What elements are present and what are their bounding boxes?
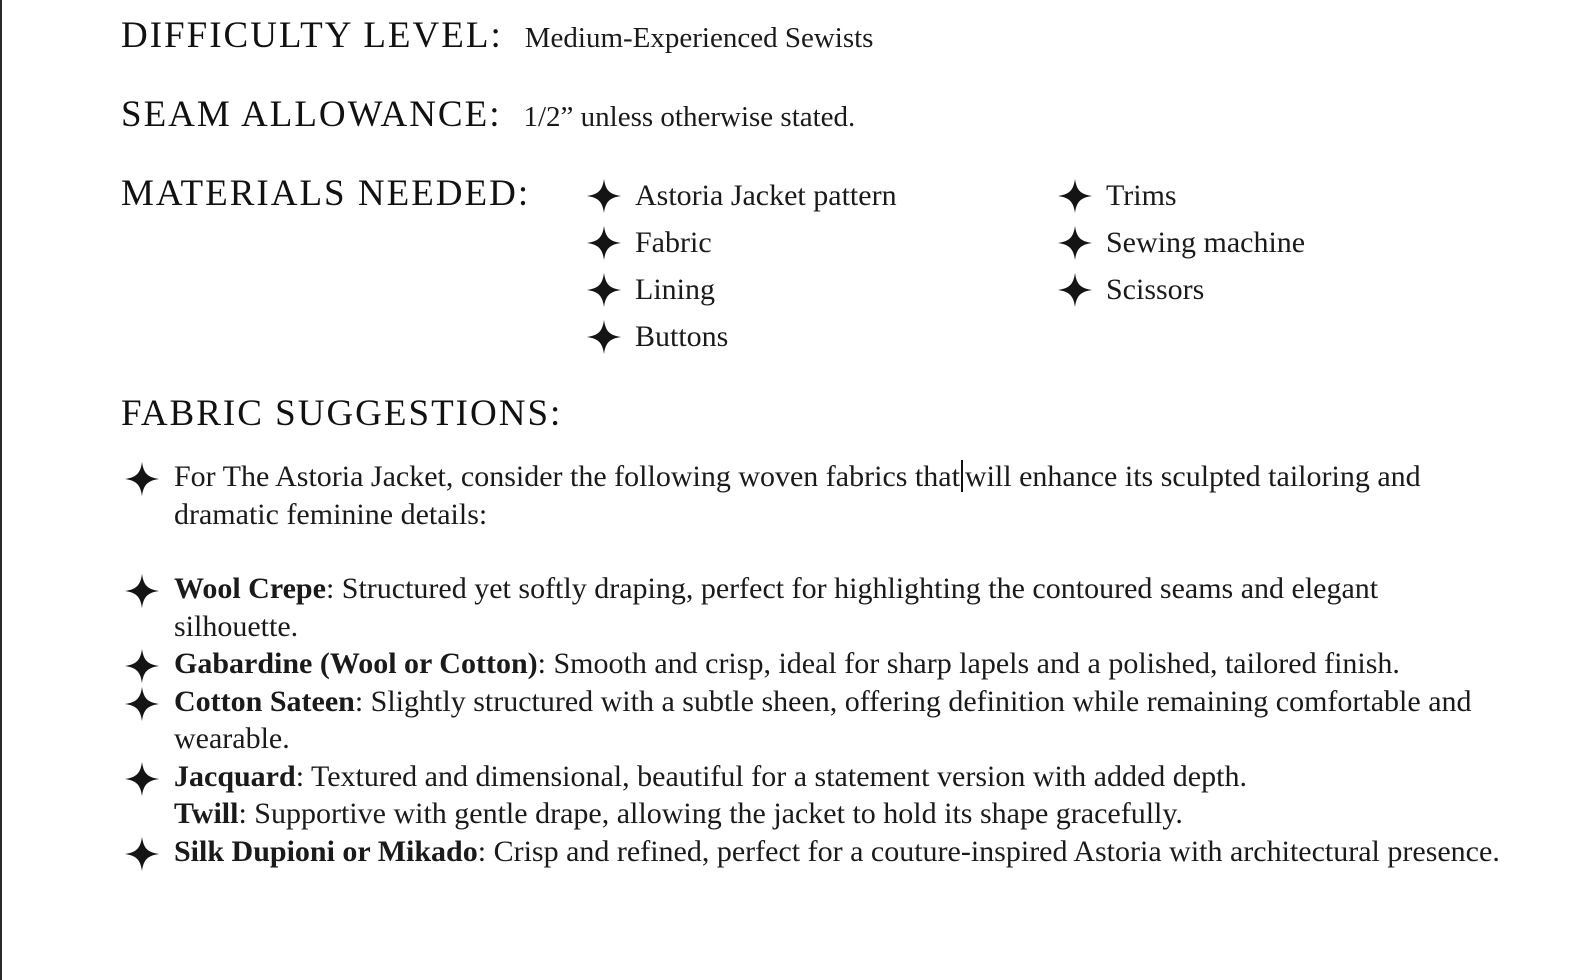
fabric-name: Wool Crepe	[174, 572, 326, 605]
four-point-star-icon	[123, 572, 161, 610]
materials-row	[121, 172, 530, 215]
four-point-star-icon	[585, 271, 623, 309]
seam-allowance-heading: SEAM ALLOWANCE:	[121, 94, 502, 135]
four-point-star-icon	[1056, 271, 1094, 309]
page-left-border	[0, 0, 2, 980]
fabric-item	[121, 795, 1501, 833]
four-point-star-icon	[123, 460, 161, 498]
seam-allowance-value: 1/2” unless otherwise stated.	[523, 101, 856, 133]
fabric-item	[121, 758, 1501, 796]
fabric-item	[121, 833, 1501, 871]
four-point-star-icon	[585, 177, 623, 215]
fabric-description: : Textured and dimensional, beautiful for a statement version with added depth.	[295, 759, 1247, 793]
fabric-description: : Supportive with gentle drape, allowing the jacket to hold its shape gracefully.	[238, 797, 1183, 830]
fabric-item	[121, 683, 1501, 758]
materials-item: Lining	[585, 266, 897, 313]
fabric-description: : Smooth and crisp, ideal for sharp lapels and a polished, tailored finish.	[537, 647, 1400, 680]
materials-item: Astoria Jacket pattern	[585, 172, 897, 219]
seam-allowance-row	[121, 93, 855, 136]
four-point-star-icon	[123, 760, 161, 798]
text-cursor	[961, 460, 963, 492]
materials-list-column-1	[585, 172, 897, 360]
materials-item: Buttons	[585, 313, 897, 360]
materials-item: Sewing machine	[1056, 219, 1305, 266]
materials-item: Scissors	[1056, 266, 1305, 313]
four-point-star-icon	[123, 685, 161, 723]
fabric-description: : Structured yet softly draping, perfect for highlighting the contoured seams and elegant silhouette.	[174, 572, 1379, 643]
four-point-star-icon	[585, 224, 623, 262]
fabric-name: Silk Dupioni or Mikado	[174, 834, 478, 868]
fabric-item	[121, 645, 1501, 683]
fabric-intro-item[interactable]	[121, 458, 1501, 533]
difficulty-heading: DIFFICULTY LEVEL:	[121, 15, 503, 56]
materials-item: Trims	[1056, 172, 1305, 219]
four-point-star-icon	[1056, 177, 1094, 215]
fabric-name: Cotton Sateen	[174, 684, 355, 718]
fabric-suggestions-list	[121, 458, 1501, 870]
fabric-name: Gabardine (Wool or Cotton)	[174, 647, 538, 680]
fabric-suggestions-heading: FABRIC SUGGESTIONS:	[121, 393, 563, 434]
fabric-suggestions-row	[121, 392, 562, 435]
fabric-intro-text-start: For The Astoria Jacket, consider the following woven fabrics that	[174, 460, 960, 493]
materials-item: Fabric	[585, 219, 897, 266]
fabric-name: Jacquard	[174, 759, 296, 793]
fabric-intro-text-end: will enhance its sculpted tailoring and dramatic feminine details:	[174, 460, 1421, 531]
four-point-star-icon	[123, 647, 161, 685]
four-point-star-icon	[123, 835, 161, 873]
fabric-item	[121, 570, 1501, 645]
four-point-star-icon	[585, 318, 623, 356]
materials-heading: MATERIALS NEEDED:	[121, 173, 531, 214]
fabric-description: : Slightly structured with a subtle sheen, offering definition while remaining comfortable and wearable.	[174, 684, 1472, 755]
fabric-name: Twill	[174, 797, 239, 830]
difficulty-value: Medium-Experienced Sewists	[524, 22, 874, 54]
four-point-star-icon	[1056, 224, 1094, 262]
difficulty-row	[121, 14, 873, 57]
fabric-description: : Crisp and refined, perfect for a couture-inspired Astoria with architectural presence.	[477, 834, 1500, 868]
materials-list-column-2	[1056, 172, 1305, 313]
